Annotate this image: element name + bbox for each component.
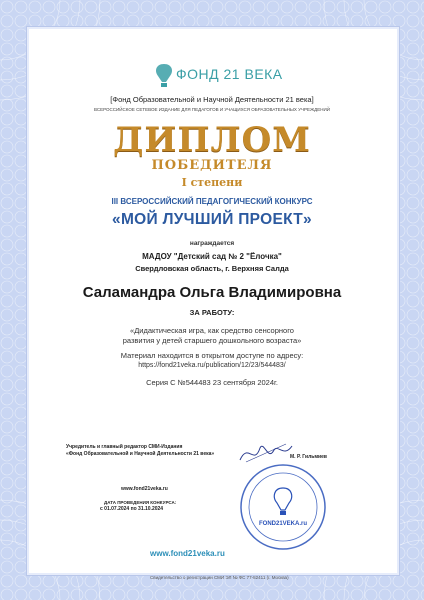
access-note: Материал находится в открытом доступе по адресу: <box>120 351 304 360</box>
work-title-line2: развития у детей старшего дошкольного возраста» <box>122 336 302 345</box>
institution: МАДОУ "Детский сад № 2 "Ёлочка" <box>142 252 282 261</box>
contest-dates: с 01.07.2024 по 31.10.2024 <box>100 506 164 512</box>
logo-text: ФОНД 21 ВЕКА <box>176 66 283 82</box>
work-title-line1: «Дидактическая игра, как средство сенсорного <box>130 326 294 335</box>
awardee-name: Саламандра Ольга Владимировна <box>82 284 342 301</box>
diploma-title: ДИПЛОМ <box>113 120 311 160</box>
editor-line2: «Фонд Образовательной и Научной Деятельности 21 века» <box>66 451 215 457</box>
contest-dates-label: ДАТА ПРОВЕДЕНИЯ КОНКУРСА: <box>104 500 177 505</box>
location: Свердловская область, г. Верхняя Салда <box>135 264 289 273</box>
stamp-balloon-icon <box>274 488 291 515</box>
contest-name: «МОЙ ЛУЧШИЙ ПРОЕКТ» <box>112 211 312 228</box>
org-name: [Фонд Образовательной и Научной Деятельности 21 века] <box>110 95 314 104</box>
official-stamp <box>238 462 328 552</box>
editor-line1: Учредитель и главный редактор СМИ-Издания <box>66 444 183 450</box>
publication-url[interactable]: https://fond21veka.ru/publication/12/23/544483/ <box>138 362 286 369</box>
contest-line: III ВСЕРОССИЙСКИЙ ПЕДАГОГИЧЕСКИЙ КОНКУРС <box>111 197 313 206</box>
signer-name: М. Р. Гильмиев <box>290 454 327 460</box>
org-tagline: ВСЕРОССИЙСКОЕ СЕТЕВОЕ ИЗДАНИЕ ДЛЯ ПЕДАГОГОВ И УЧАЩИХСЯ ОБРАЗОВАТЕЛЬНЫХ УЧРЕЖДЕНИЙ <box>94 107 330 112</box>
serial-number: Серия С №544483 23 сентября 2024г. <box>146 378 278 387</box>
diploma-subtitle: ПОБЕДИТЕЛЯ <box>151 158 273 173</box>
work-label: ЗА РАБОТУ: <box>189 308 235 317</box>
stamp-text: FOND21VEKA.ru <box>258 521 308 527</box>
footer-website[interactable]: www.fond21veka.ru <box>150 549 225 558</box>
editor-block <box>66 444 246 458</box>
awarded-label: награждается <box>189 240 235 247</box>
registration-note: Свидетельство о регистрации СМИ ЭЛ № ФС 77-82411 (г. Москва) <box>150 575 289 580</box>
diploma-degree: I степени <box>181 176 243 189</box>
balloon-icon <box>156 64 172 87</box>
footer-block-website[interactable]: www.fond21veka.ru <box>121 486 168 492</box>
